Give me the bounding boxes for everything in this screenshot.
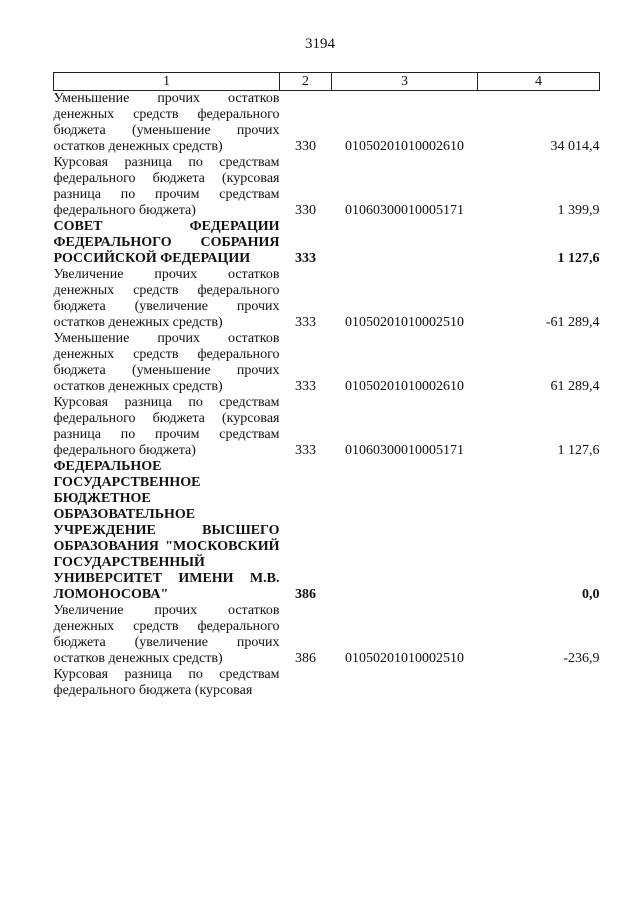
table-header xyxy=(54,73,600,91)
header-col-name: 1 xyxy=(54,73,280,91)
cell-chapter: 333 xyxy=(295,379,316,394)
cell-amount: -236,9 xyxy=(563,651,600,666)
cell-amount: 61 289,4 xyxy=(550,379,600,394)
cell-name: Курсовая разница по средствам федерального бюджета (курсовая разница по прочим средствам федерального бюджета) xyxy=(53,155,280,218)
cell-code: 01050201010002610 xyxy=(345,379,464,394)
table-row xyxy=(54,395,600,459)
cell-amount: 1 127,6 xyxy=(557,443,600,458)
cell-name: Увеличение прочих остатков денежных средств федерального бюджета (увеличение прочих остатков денежных средств) xyxy=(53,603,280,666)
cell-name: Увеличение прочих остатков денежных средств федерального бюджета (увеличение прочих остатков денежных средств) xyxy=(53,267,280,330)
table-row xyxy=(54,667,600,699)
page-number: 3194 xyxy=(305,36,335,52)
cell-name: Уменьшение прочих остатков денежных средств федерального бюджета (уменьшение прочих остатков денежных средств) xyxy=(53,91,280,154)
cell-amount: 34 014,4 xyxy=(550,139,600,154)
table-row xyxy=(54,155,600,219)
table-row xyxy=(54,267,600,331)
table-body xyxy=(54,91,600,700)
header-col-code: 3 xyxy=(332,73,478,91)
table-row xyxy=(54,219,600,267)
cell-chapter: 330 xyxy=(295,203,316,218)
table-row xyxy=(54,459,600,603)
cell-chapter xyxy=(280,667,332,699)
cell-chapter: 333 xyxy=(295,315,316,330)
cell-code: 01060300010005171 xyxy=(345,443,464,458)
cell-chapter: 333 xyxy=(295,251,316,266)
table-row xyxy=(54,91,600,156)
cell-code xyxy=(332,219,478,267)
table-row xyxy=(54,331,600,395)
cell-name: ФЕДЕРАЛЬНОЕ ГОСУДАРСТВЕННОЕ БЮДЖЕТНОЕ ОБРАЗОВАТЕЛЬНОЕ УЧРЕЖДЕНИЕ ВЫСШЕГО ОБРАЗОВАНИЯ "МОСКОВСКИЙ ГОСУДАРСТВЕННЫЙ УНИВЕРСИТЕТ ИМЕНИ М.В. ЛОМОНОСОВА" xyxy=(53,459,280,602)
cell-name: Курсовая разница по средствам федерального бюджета (курсовая разница по прочим средствам федерального бюджета) xyxy=(53,395,280,458)
cell-amount: 1 399,9 xyxy=(557,203,600,218)
cell-code xyxy=(332,459,478,603)
cell-chapter: 386 xyxy=(295,651,316,666)
table-row xyxy=(54,603,600,667)
header-col-amount: 4 xyxy=(478,73,600,91)
cell-amount: 1 127,6 xyxy=(557,251,600,266)
cell-amount xyxy=(478,667,600,699)
cell-amount: 0,0 xyxy=(582,587,600,602)
cell-code: 01050201010002610 xyxy=(345,139,464,154)
header-col-chapter: 2 xyxy=(280,73,332,91)
cell-chapter: 333 xyxy=(295,443,316,458)
cell-name: Курсовая разница по средствам федерального бюджета (курсовая xyxy=(53,667,280,698)
cell-code: 01060300010005171 xyxy=(345,203,464,218)
cell-code: 01050201010002510 xyxy=(345,315,464,330)
cell-chapter: 330 xyxy=(295,139,316,154)
cell-code: 01050201010002510 xyxy=(345,651,464,666)
cell-name: Уменьшение прочих остатков денежных средств федерального бюджета (уменьшение прочих остатков денежных средств) xyxy=(53,331,280,394)
cell-amount: -61 289,4 xyxy=(545,315,600,330)
cell-chapter: 386 xyxy=(295,587,316,602)
budget-table xyxy=(53,72,600,699)
cell-code xyxy=(332,667,478,699)
header-row xyxy=(54,73,600,91)
cell-name: СОВЕТ ФЕДЕРАЦИИ ФЕДЕРАЛЬНОГО СОБРАНИЯ РОССИЙСКОЙ ФЕДЕРАЦИИ xyxy=(53,219,280,266)
